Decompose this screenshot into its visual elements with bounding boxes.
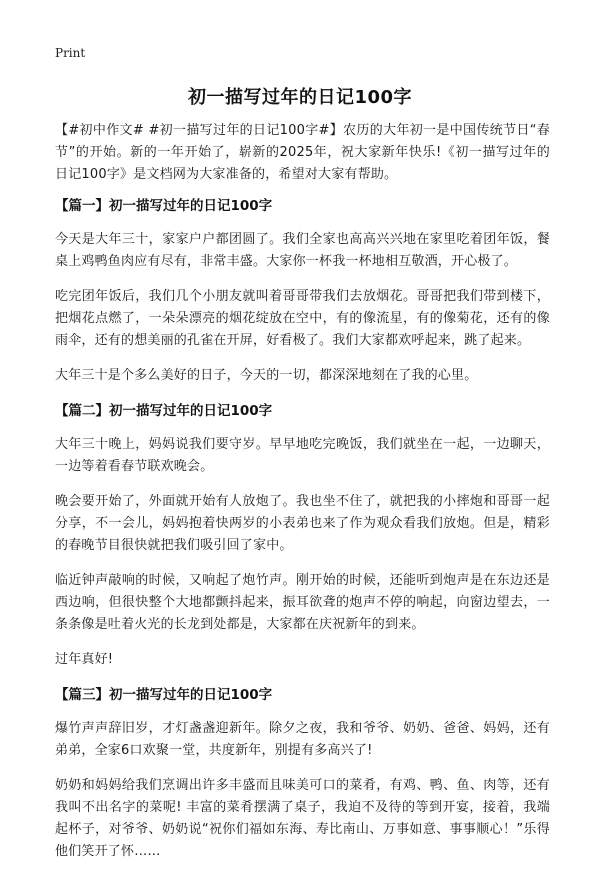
intro-paragraph: 【#初中作文# #初一描写过年的日记100字#】农历的大年初一是中国传统节日“春节”的开始。新的一年开始了，崭新的2025年，祝大家新年快乐!《初一描写过年的日记100字》是文档网为大家准备的，希望对大家有帮助。 xyxy=(55,123,550,182)
article-body xyxy=(55,120,550,876)
section-heading-2: 【篇二】初一描写过年的日记100字 xyxy=(55,403,273,419)
section-heading-1: 【篇一】初一描写过年的日记100字 xyxy=(55,198,273,214)
section-2-paragraph-3: 临近钟声敲响的时候，又响起了炮竹声。刚开始的时候，还能听到炮声是在东边还是西边响，但很快整个大地都颤抖起来，振耳欲聋的炮声不停的响起，向窗边望去，一条条像是吐着火光的长龙到处都是，大家都在庆祝新年的到来。 xyxy=(55,573,550,632)
section-2-paragraph-2: 晚会要开始了，外面就开始有人放炮了。我也坐不住了，就把我的小摔炮和哥哥一起分享，不一会儿，妈妈抱着快两岁的小表弟也来了作为观众看我们放炮。但是，精彩的春晚节目很快就把我们吸引回了家中。 xyxy=(55,494,550,553)
section-3-paragraph-2: 奶奶和妈妈给我们烹调出许多丰盛而且味美可口的菜肴，有鸡、鸭、鱼、肉等，还有我叫不出名字的菜呢! 丰富的菜肴摆满了桌子，我迫不及待的等到开宴，接着，我端起杯子，对爷爷、奶奶说“祝你们福如东海、寿比南山、万事如意、事事顺心！”乐得他们笑开了怀…… xyxy=(55,778,550,859)
page-title: 初一描写过年的日记100字 xyxy=(187,87,413,108)
section-1-paragraph-1: 今天是大年三十，家家户户都团圆了。我们全家也高高兴兴地在家里吃着团年饭，餐桌上鸡鸭鱼肉应有尽有，非常丰盛。大家你一杯我一杯地相互敬酒，开心极了。 xyxy=(55,232,550,269)
section-3-paragraph-1: 爆竹声声辞旧岁，才灯盏盏迎新年。除夕之夜，我和爷爷、奶奶、爸爸、妈妈，还有弟弟，全家6口欢聚一堂，共度新年，别提有多高兴了! xyxy=(55,721,550,758)
section-1-paragraph-2: 吃完团年饭后，我们几个小朋友就叫着哥哥带我们去放烟花。哥哥把我们带到楼下，把烟花点燃了，一朵朵漂亮的烟花绽放在空中，有的像流星，有的像菊花，还有的像雨伞，还有的想美丽的孔雀在开屏，好看极了。我们大家都欢呼起来，跳了起来。 xyxy=(55,289,550,348)
print-link[interactable]: Print xyxy=(55,46,86,60)
section-1-paragraph-3: 大年三十是个多么美好的日子，今天的一切，都深深地刻在了我的心里。 xyxy=(55,368,478,383)
section-2-paragraph-4: 过年真好! xyxy=(55,652,114,667)
section-2-paragraph-1: 大年三十晚上，妈妈说我们要守岁。早早地吃完晚饭，我们就坐在一起，一边聊天，一边等着看春节联欢晚会。 xyxy=(55,437,550,474)
section-heading-3: 【篇三】初一描写过年的日记100字 xyxy=(55,687,273,703)
